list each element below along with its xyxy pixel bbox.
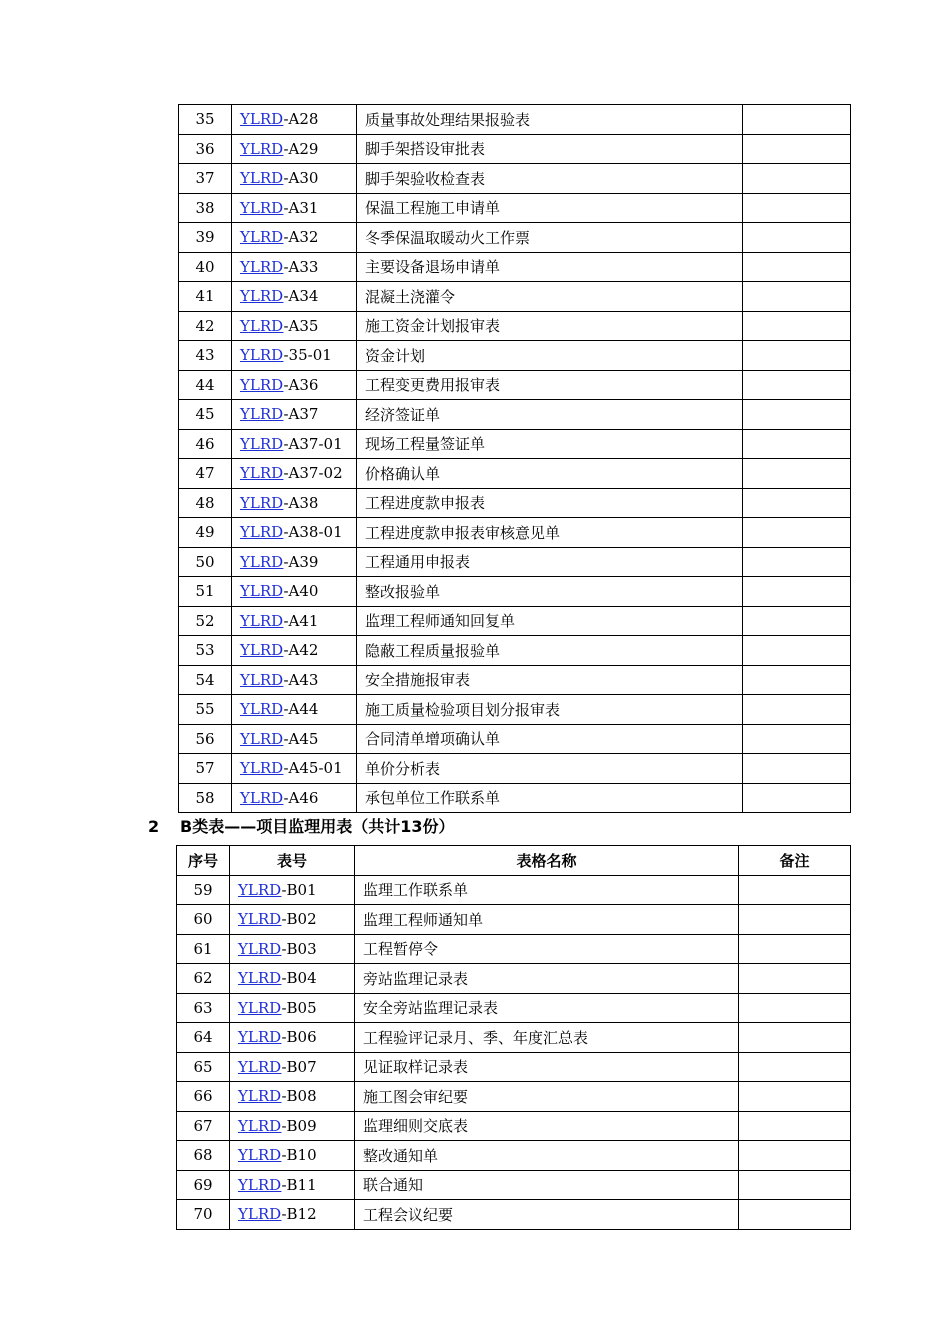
form-note — [743, 547, 851, 577]
form-code — [230, 875, 355, 905]
form-code — [232, 547, 357, 577]
row-number: 61 — [177, 934, 230, 964]
table-row — [179, 724, 851, 754]
table-row — [179, 547, 851, 577]
form-name: 质量事故处理结果报验表 — [357, 105, 743, 135]
form-name: 安全旁站监理记录表 — [355, 993, 739, 1023]
form-code-suffix: -B12 — [281, 1205, 317, 1224]
row-number: 55 — [179, 695, 232, 725]
row-number: 37 — [179, 164, 232, 194]
form-code-link[interactable]: YLRD — [238, 1028, 282, 1047]
form-name: 整改报验单 — [357, 577, 743, 607]
form-code — [230, 905, 355, 935]
form-note — [739, 1082, 851, 1112]
form-list-table-b — [176, 845, 851, 1230]
form-note — [739, 875, 851, 905]
form-note — [743, 606, 851, 636]
form-note — [743, 223, 851, 253]
form-code-link[interactable]: YLRD — [240, 700, 284, 719]
form-name: 监理工程师通知回复单 — [357, 606, 743, 636]
table-row — [179, 459, 851, 489]
form-code-suffix: -A35 — [283, 316, 319, 335]
table-row — [179, 695, 851, 725]
form-code — [232, 724, 357, 754]
row-number: 36 — [179, 134, 232, 164]
form-code-link[interactable]: YLRD — [238, 1116, 282, 1135]
form-code-suffix: -A37 — [283, 405, 319, 424]
row-number: 46 — [179, 429, 232, 459]
form-note — [739, 964, 851, 994]
row-number: 40 — [179, 252, 232, 282]
form-code — [232, 518, 357, 548]
form-code — [230, 1200, 355, 1230]
row-number: 56 — [179, 724, 232, 754]
form-code-link[interactable]: YLRD — [238, 880, 282, 899]
table-row — [177, 1023, 851, 1053]
table-row — [177, 1141, 851, 1171]
form-name: 工程暂停令 — [355, 934, 739, 964]
table-row — [177, 905, 851, 935]
form-note — [743, 311, 851, 341]
form-code — [232, 429, 357, 459]
form-code-link[interactable]: YLRD — [238, 1087, 282, 1106]
form-code — [230, 1082, 355, 1112]
form-code-link[interactable]: YLRD — [240, 110, 284, 129]
form-code-suffix: -B10 — [281, 1146, 317, 1165]
form-code-suffix: -A43 — [283, 670, 319, 689]
row-number: 42 — [179, 311, 232, 341]
form-name: 价格确认单 — [357, 459, 743, 489]
table-row — [179, 665, 851, 695]
table-row — [179, 636, 851, 666]
table-row — [179, 193, 851, 223]
form-code-link[interactable]: YLRD — [240, 464, 284, 483]
form-code-link[interactable]: YLRD — [240, 316, 284, 335]
row-number: 66 — [177, 1082, 230, 1112]
form-name: 脚手架搭设审批表 — [357, 134, 743, 164]
form-note — [743, 754, 851, 784]
form-code — [232, 577, 357, 607]
form-code-link[interactable]: YLRD — [240, 139, 284, 158]
form-code — [232, 370, 357, 400]
form-code-link[interactable]: YLRD — [240, 375, 284, 394]
form-code-suffix: -B01 — [281, 880, 317, 899]
form-code-suffix: -A36 — [283, 375, 319, 394]
table-a-body — [179, 105, 851, 813]
form-code-link[interactable]: YLRD — [240, 169, 284, 188]
form-code — [232, 105, 357, 135]
form-code-suffix: -B08 — [281, 1087, 317, 1106]
row-number: 70 — [177, 1200, 230, 1230]
row-number: 57 — [179, 754, 232, 784]
form-code-suffix: -A39 — [283, 552, 319, 571]
form-code-suffix: -A41 — [283, 611, 319, 630]
table-row — [177, 1111, 851, 1141]
form-code-link[interactable]: YLRD — [240, 493, 284, 512]
header-code: 表号 — [230, 846, 355, 876]
form-name: 主要设备退场申请单 — [357, 252, 743, 282]
table-row — [177, 1082, 851, 1112]
form-code — [230, 1111, 355, 1141]
form-code — [232, 193, 357, 223]
table-row — [179, 223, 851, 253]
form-code-suffix: -A30 — [283, 169, 319, 188]
form-code-suffix: -B03 — [281, 939, 317, 958]
row-number: 51 — [179, 577, 232, 607]
form-code-link[interactable]: YLRD — [238, 1146, 282, 1165]
row-number: 48 — [179, 488, 232, 518]
table-row — [179, 606, 851, 636]
section-heading-b — [148, 814, 454, 837]
row-number: 50 — [179, 547, 232, 577]
form-code — [230, 1170, 355, 1200]
form-name: 工程会议纪要 — [355, 1200, 739, 1230]
table-row — [179, 577, 851, 607]
form-name: 脚手架验收检查表 — [357, 164, 743, 194]
row-number: 67 — [177, 1111, 230, 1141]
form-code-link[interactable]: YLRD — [240, 670, 284, 689]
row-number: 38 — [179, 193, 232, 223]
row-number: 58 — [179, 783, 232, 813]
form-name: 合同清单增项确认单 — [357, 724, 743, 754]
table-row — [177, 964, 851, 994]
form-name: 整改通知单 — [355, 1141, 739, 1171]
form-name: 监理工程师通知单 — [355, 905, 739, 935]
form-code-suffix: -A37-01 — [283, 434, 343, 453]
form-code-suffix: -A28 — [283, 110, 319, 129]
form-name: 经济签证单 — [357, 400, 743, 430]
form-code — [232, 134, 357, 164]
form-code — [230, 964, 355, 994]
form-note — [739, 1023, 851, 1053]
form-note — [739, 1141, 851, 1171]
table-row — [179, 134, 851, 164]
form-code-link[interactable]: YLRD — [238, 910, 282, 929]
form-note — [743, 724, 851, 754]
form-note — [743, 665, 851, 695]
form-code — [230, 1023, 355, 1053]
row-number: 35 — [179, 105, 232, 135]
form-name: 单价分析表 — [357, 754, 743, 784]
form-note — [743, 459, 851, 489]
form-code-link[interactable]: YLRD — [240, 346, 284, 365]
table-row — [179, 341, 851, 371]
form-code-link[interactable]: YLRD — [240, 729, 284, 748]
table-b-header-row — [177, 846, 851, 876]
section-title: B类表——项目监理用表（共计13份） — [180, 817, 455, 836]
form-code-link[interactable]: YLRD — [240, 523, 284, 542]
row-number: 60 — [177, 905, 230, 935]
table-row — [179, 164, 851, 194]
table-row — [179, 282, 851, 312]
form-note — [739, 1170, 851, 1200]
table-row — [179, 311, 851, 341]
table-row — [177, 934, 851, 964]
table-row — [179, 370, 851, 400]
table-row — [177, 993, 851, 1023]
form-name: 承包单位工作联系单 — [357, 783, 743, 813]
table-row — [177, 875, 851, 905]
form-code-suffix: -A33 — [283, 257, 319, 276]
form-code-link[interactable]: YLRD — [240, 287, 284, 306]
form-note — [743, 193, 851, 223]
form-name: 施工质量检验项目划分报审表 — [357, 695, 743, 725]
table-row — [177, 1170, 851, 1200]
form-code-link[interactable]: YLRD — [240, 759, 284, 778]
row-number: 69 — [177, 1170, 230, 1200]
form-code — [230, 993, 355, 1023]
row-number: 59 — [177, 875, 230, 905]
form-name: 旁站监理记录表 — [355, 964, 739, 994]
form-code-link[interactable]: YLRD — [240, 198, 284, 217]
row-number: 68 — [177, 1141, 230, 1171]
form-code — [232, 311, 357, 341]
form-code-link[interactable]: YLRD — [240, 405, 284, 424]
form-code-suffix: -A45-01 — [283, 759, 343, 778]
form-name: 监理细则交底表 — [355, 1111, 739, 1141]
form-code-link[interactable]: YLRD — [240, 434, 284, 453]
row-number: 41 — [179, 282, 232, 312]
form-code — [232, 783, 357, 813]
form-name: 工程进度款申报表 — [357, 488, 743, 518]
form-name: 施工资金计划报审表 — [357, 311, 743, 341]
form-code-suffix: -B06 — [281, 1028, 317, 1047]
form-code — [230, 934, 355, 964]
form-code-link[interactable]: YLRD — [240, 257, 284, 276]
form-code-suffix: -A32 — [283, 228, 319, 247]
form-code-suffix: -B11 — [281, 1175, 317, 1194]
form-code-suffix: -B07 — [281, 1057, 317, 1076]
form-note — [743, 429, 851, 459]
form-name: 安全措施报审表 — [357, 665, 743, 695]
table-row — [179, 488, 851, 518]
form-note — [743, 341, 851, 371]
form-code-suffix: -B09 — [281, 1116, 317, 1135]
form-note — [743, 164, 851, 194]
form-note — [743, 695, 851, 725]
header-seq: 序号 — [177, 846, 230, 876]
form-note — [739, 993, 851, 1023]
form-code — [230, 1052, 355, 1082]
form-code — [232, 695, 357, 725]
form-code-suffix: -B04 — [281, 969, 317, 988]
row-number: 54 — [179, 665, 232, 695]
form-code-suffix: -A29 — [283, 139, 319, 158]
form-code-link[interactable]: YLRD — [238, 998, 282, 1017]
form-name: 联合通知 — [355, 1170, 739, 1200]
form-note — [743, 783, 851, 813]
row-number: 64 — [177, 1023, 230, 1053]
form-code-link[interactable]: YLRD — [238, 1205, 282, 1224]
form-code-suffix: -A42 — [283, 641, 319, 660]
form-note — [739, 905, 851, 935]
row-number: 63 — [177, 993, 230, 1023]
form-code — [232, 282, 357, 312]
form-note — [739, 1111, 851, 1141]
form-code-suffix: -A31 — [283, 198, 319, 217]
form-code-suffix: -35-01 — [283, 346, 332, 365]
table-row — [177, 1052, 851, 1082]
header-note: 备注 — [739, 846, 851, 876]
form-code-suffix: -A45 — [283, 729, 319, 748]
form-name: 混凝土浇灌令 — [357, 282, 743, 312]
form-name: 工程验评记录月、季、年度汇总表 — [355, 1023, 739, 1053]
form-note — [739, 1052, 851, 1082]
form-code-link[interactable]: YLRD — [238, 1175, 282, 1194]
table-row — [177, 1200, 851, 1230]
section-index: 2 — [148, 817, 160, 836]
form-code — [232, 223, 357, 253]
form-code — [232, 252, 357, 282]
form-code-link[interactable]: YLRD — [238, 1057, 282, 1076]
form-note — [743, 577, 851, 607]
form-code-suffix: -A38-01 — [283, 523, 343, 542]
form-note — [743, 636, 851, 666]
form-list-table-a — [178, 104, 851, 813]
form-note — [743, 370, 851, 400]
form-code — [232, 606, 357, 636]
form-code-link[interactable]: YLRD — [238, 939, 282, 958]
form-name: 保温工程施工申请单 — [357, 193, 743, 223]
form-note — [739, 934, 851, 964]
row-number: 49 — [179, 518, 232, 548]
form-note — [739, 1200, 851, 1230]
form-note — [743, 282, 851, 312]
form-name: 资金计划 — [357, 341, 743, 371]
form-code-link[interactable]: YLRD — [238, 969, 282, 988]
table-row — [179, 429, 851, 459]
form-code-suffix: -B02 — [281, 910, 317, 929]
form-code-link[interactable]: YLRD — [240, 582, 284, 601]
form-name: 现场工程量签证单 — [357, 429, 743, 459]
row-number: 62 — [177, 964, 230, 994]
table-row — [179, 105, 851, 135]
table-row — [179, 400, 851, 430]
form-code-suffix: -A46 — [283, 788, 319, 807]
row-number: 47 — [179, 459, 232, 489]
row-number: 45 — [179, 400, 232, 430]
table-row — [179, 518, 851, 548]
form-code — [232, 164, 357, 194]
form-code — [232, 488, 357, 518]
form-code — [232, 636, 357, 666]
form-name: 监理工作联系单 — [355, 875, 739, 905]
row-number: 53 — [179, 636, 232, 666]
form-code-link[interactable]: YLRD — [240, 641, 284, 660]
form-code — [232, 459, 357, 489]
form-note — [743, 488, 851, 518]
form-note — [743, 518, 851, 548]
row-number: 65 — [177, 1052, 230, 1082]
table-row — [179, 754, 851, 784]
form-name: 施工图会审纪要 — [355, 1082, 739, 1112]
form-code-link[interactable]: YLRD — [240, 788, 284, 807]
form-name: 见证取样记录表 — [355, 1052, 739, 1082]
form-code — [232, 665, 357, 695]
form-code-link[interactable]: YLRD — [240, 228, 284, 247]
form-code — [232, 341, 357, 371]
form-code-suffix: -A34 — [283, 287, 319, 306]
form-code-suffix: -A40 — [283, 582, 319, 601]
form-name: 工程变更费用报审表 — [357, 370, 743, 400]
row-number: 43 — [179, 341, 232, 371]
form-code — [232, 754, 357, 784]
row-number: 44 — [179, 370, 232, 400]
form-note — [743, 252, 851, 282]
form-note — [743, 105, 851, 135]
form-note — [743, 134, 851, 164]
table-b-body — [177, 875, 851, 1229]
form-code-link[interactable]: YLRD — [240, 552, 284, 571]
form-name: 工程进度款申报表审核意见单 — [357, 518, 743, 548]
form-code-suffix: -A44 — [283, 700, 319, 719]
form-name: 冬季保温取暖动火工作票 — [357, 223, 743, 253]
form-code-suffix: -A38 — [283, 493, 319, 512]
form-name: 工程通用申报表 — [357, 547, 743, 577]
form-code-link[interactable]: YLRD — [240, 611, 284, 630]
form-code — [230, 1141, 355, 1171]
row-number: 52 — [179, 606, 232, 636]
row-number: 39 — [179, 223, 232, 253]
header-name: 表格名称 — [355, 846, 739, 876]
form-note — [743, 400, 851, 430]
table-row — [179, 783, 851, 813]
form-code-suffix: -B05 — [281, 998, 317, 1017]
form-code-suffix: -A37-02 — [283, 464, 343, 483]
form-name: 隐蔽工程质量报验单 — [357, 636, 743, 666]
table-row — [179, 252, 851, 282]
form-code — [232, 400, 357, 430]
